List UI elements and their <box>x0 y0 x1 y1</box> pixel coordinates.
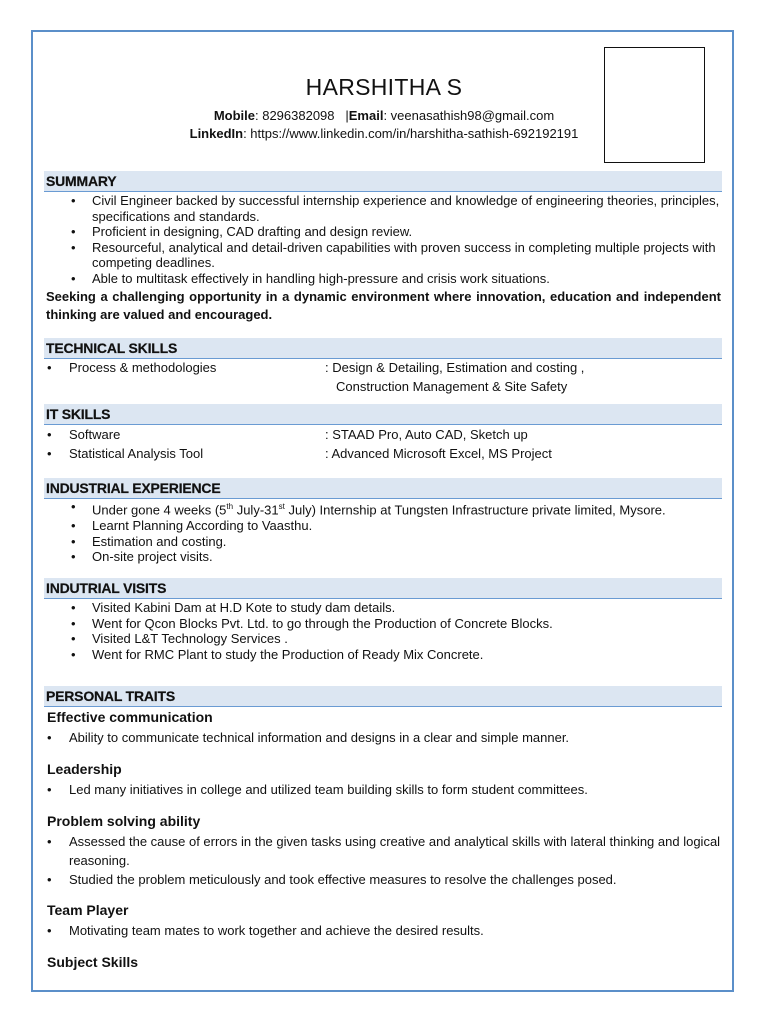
skill-value: : Design & Detailing, Estimation and costing , <box>325 360 585 375</box>
technical-skills-heading: TECHNICAL SKILLS <box>44 338 722 359</box>
trait-title: Team Player <box>47 902 129 918</box>
trait-list <box>69 921 724 940</box>
trait-title: Effective communication <box>47 709 213 725</box>
contact-line-2 <box>0 126 768 141</box>
visits-list <box>92 600 722 662</box>
skill-key: Process & methodologies <box>69 360 217 375</box>
candidate-name: HARSHITHA S <box>305 74 463 100</box>
list-item: • Assessed the cause of errors in the given tasks using creative and analytical skills with lateral thinking and logical reasoning. <box>69 832 724 870</box>
list-item: • On-site project visits. <box>92 549 722 565</box>
summary-list <box>92 193 722 287</box>
list-item: • Able to multitask effectively in handling high-pressure and crisis work situations. <box>92 271 722 287</box>
list-item: • Went for Qcon Blocks Pvt. Ltd. to go through the Production of Concrete Blocks. <box>92 616 722 632</box>
industrial-experience-heading: INDUSTRIAL EXPERIENCE <box>44 478 722 499</box>
trait-title: Subject Skills <box>47 954 139 970</box>
list-item: • Learnt Planning According to Vaasthu. <box>92 518 722 534</box>
summary-heading: SUMMARY <box>44 171 722 192</box>
skill-value: : STAAD Pro, Auto CAD, Sketch up <box>325 427 528 442</box>
contact-line-1 <box>0 108 768 123</box>
it-skills-heading: IT SKILLS <box>44 404 722 425</box>
list-item: • Under gone 4 weeks (5th July-31st July) Internship at Tungsten Infrastructure private limited, Mysore. <box>92 499 722 518</box>
skill-row-continued <box>47 379 727 397</box>
trait-list <box>69 728 724 747</box>
list-item: • Visited Kabini Dam at H.D Kote to study dam details. <box>92 600 722 616</box>
bullet-icon: • <box>47 446 52 461</box>
list-item: • Motivating team mates to work together and achieve the desired results. <box>69 921 724 940</box>
list-item: • Went for RMC Plant to study the Production of Ready Mix Concrete. <box>92 647 722 663</box>
trait-title: Leadership <box>47 761 122 777</box>
objective-statement: Seeking a challenging opportunity in a dynamic environment where innovation, education and independent thinking are valued and encouraged. <box>46 289 721 322</box>
mobile-value: : 8296382098 <box>254 108 335 123</box>
skill-row <box>47 446 727 464</box>
list-item: • Estimation and costing. <box>92 534 722 550</box>
contact-separator: | <box>345 108 349 123</box>
trait-list <box>69 780 724 799</box>
linkedin-value[interactable]: : https://www.linkedin.com/in/harshitha-sathish-692192191 <box>243 126 579 141</box>
bullet-icon: • <box>47 427 52 442</box>
photo-placeholder <box>604 47 705 163</box>
mobile-label: Mobile <box>213 108 255 123</box>
skill-row <box>47 427 727 445</box>
linkedin-label: LinkedIn <box>189 126 244 141</box>
skill-key: Software <box>69 427 121 442</box>
email-label: Email <box>348 108 384 123</box>
skill-value: Construction Management & Site Safety <box>336 379 568 394</box>
visits-heading: INDUTRIAL VISITS <box>44 578 722 599</box>
skill-value: : Advanced Microsoft Excel, MS Project <box>325 446 552 461</box>
trait-title: Problem solving ability <box>47 813 201 829</box>
experience-list <box>92 499 722 565</box>
list-item: • Resourceful, analytical and detail-driven capabilities with proven success in completing multiple projects with competing deadlines. <box>92 240 722 271</box>
list-item: • Civil Engineer backed by successful internship experience and knowledge of engineering theories, principles, specifications and standards. <box>92 193 722 224</box>
list-item: • Proficient in designing, CAD drafting and design review. <box>92 224 722 240</box>
list-item: • Studied the problem meticulously and took effective measures to resolve the challenges posed. <box>69 870 724 889</box>
trait-list <box>69 832 724 889</box>
list-item: • Ability to communicate technical information and designs in a clear and simple manner. <box>69 728 724 747</box>
skill-key: Statistical Analysis Tool <box>69 446 204 461</box>
bullet-icon: • <box>47 360 52 375</box>
email-value[interactable]: : veenasathish98@gmail.com <box>383 108 555 123</box>
personal-traits-heading: PERSONAL TRAITS <box>44 686 722 707</box>
list-item: • Led many initiatives in college and utilized team building skills to form student committees. <box>69 780 724 799</box>
list-item: • Visited L&T Technology Services . <box>92 631 722 647</box>
skill-row <box>47 360 727 378</box>
